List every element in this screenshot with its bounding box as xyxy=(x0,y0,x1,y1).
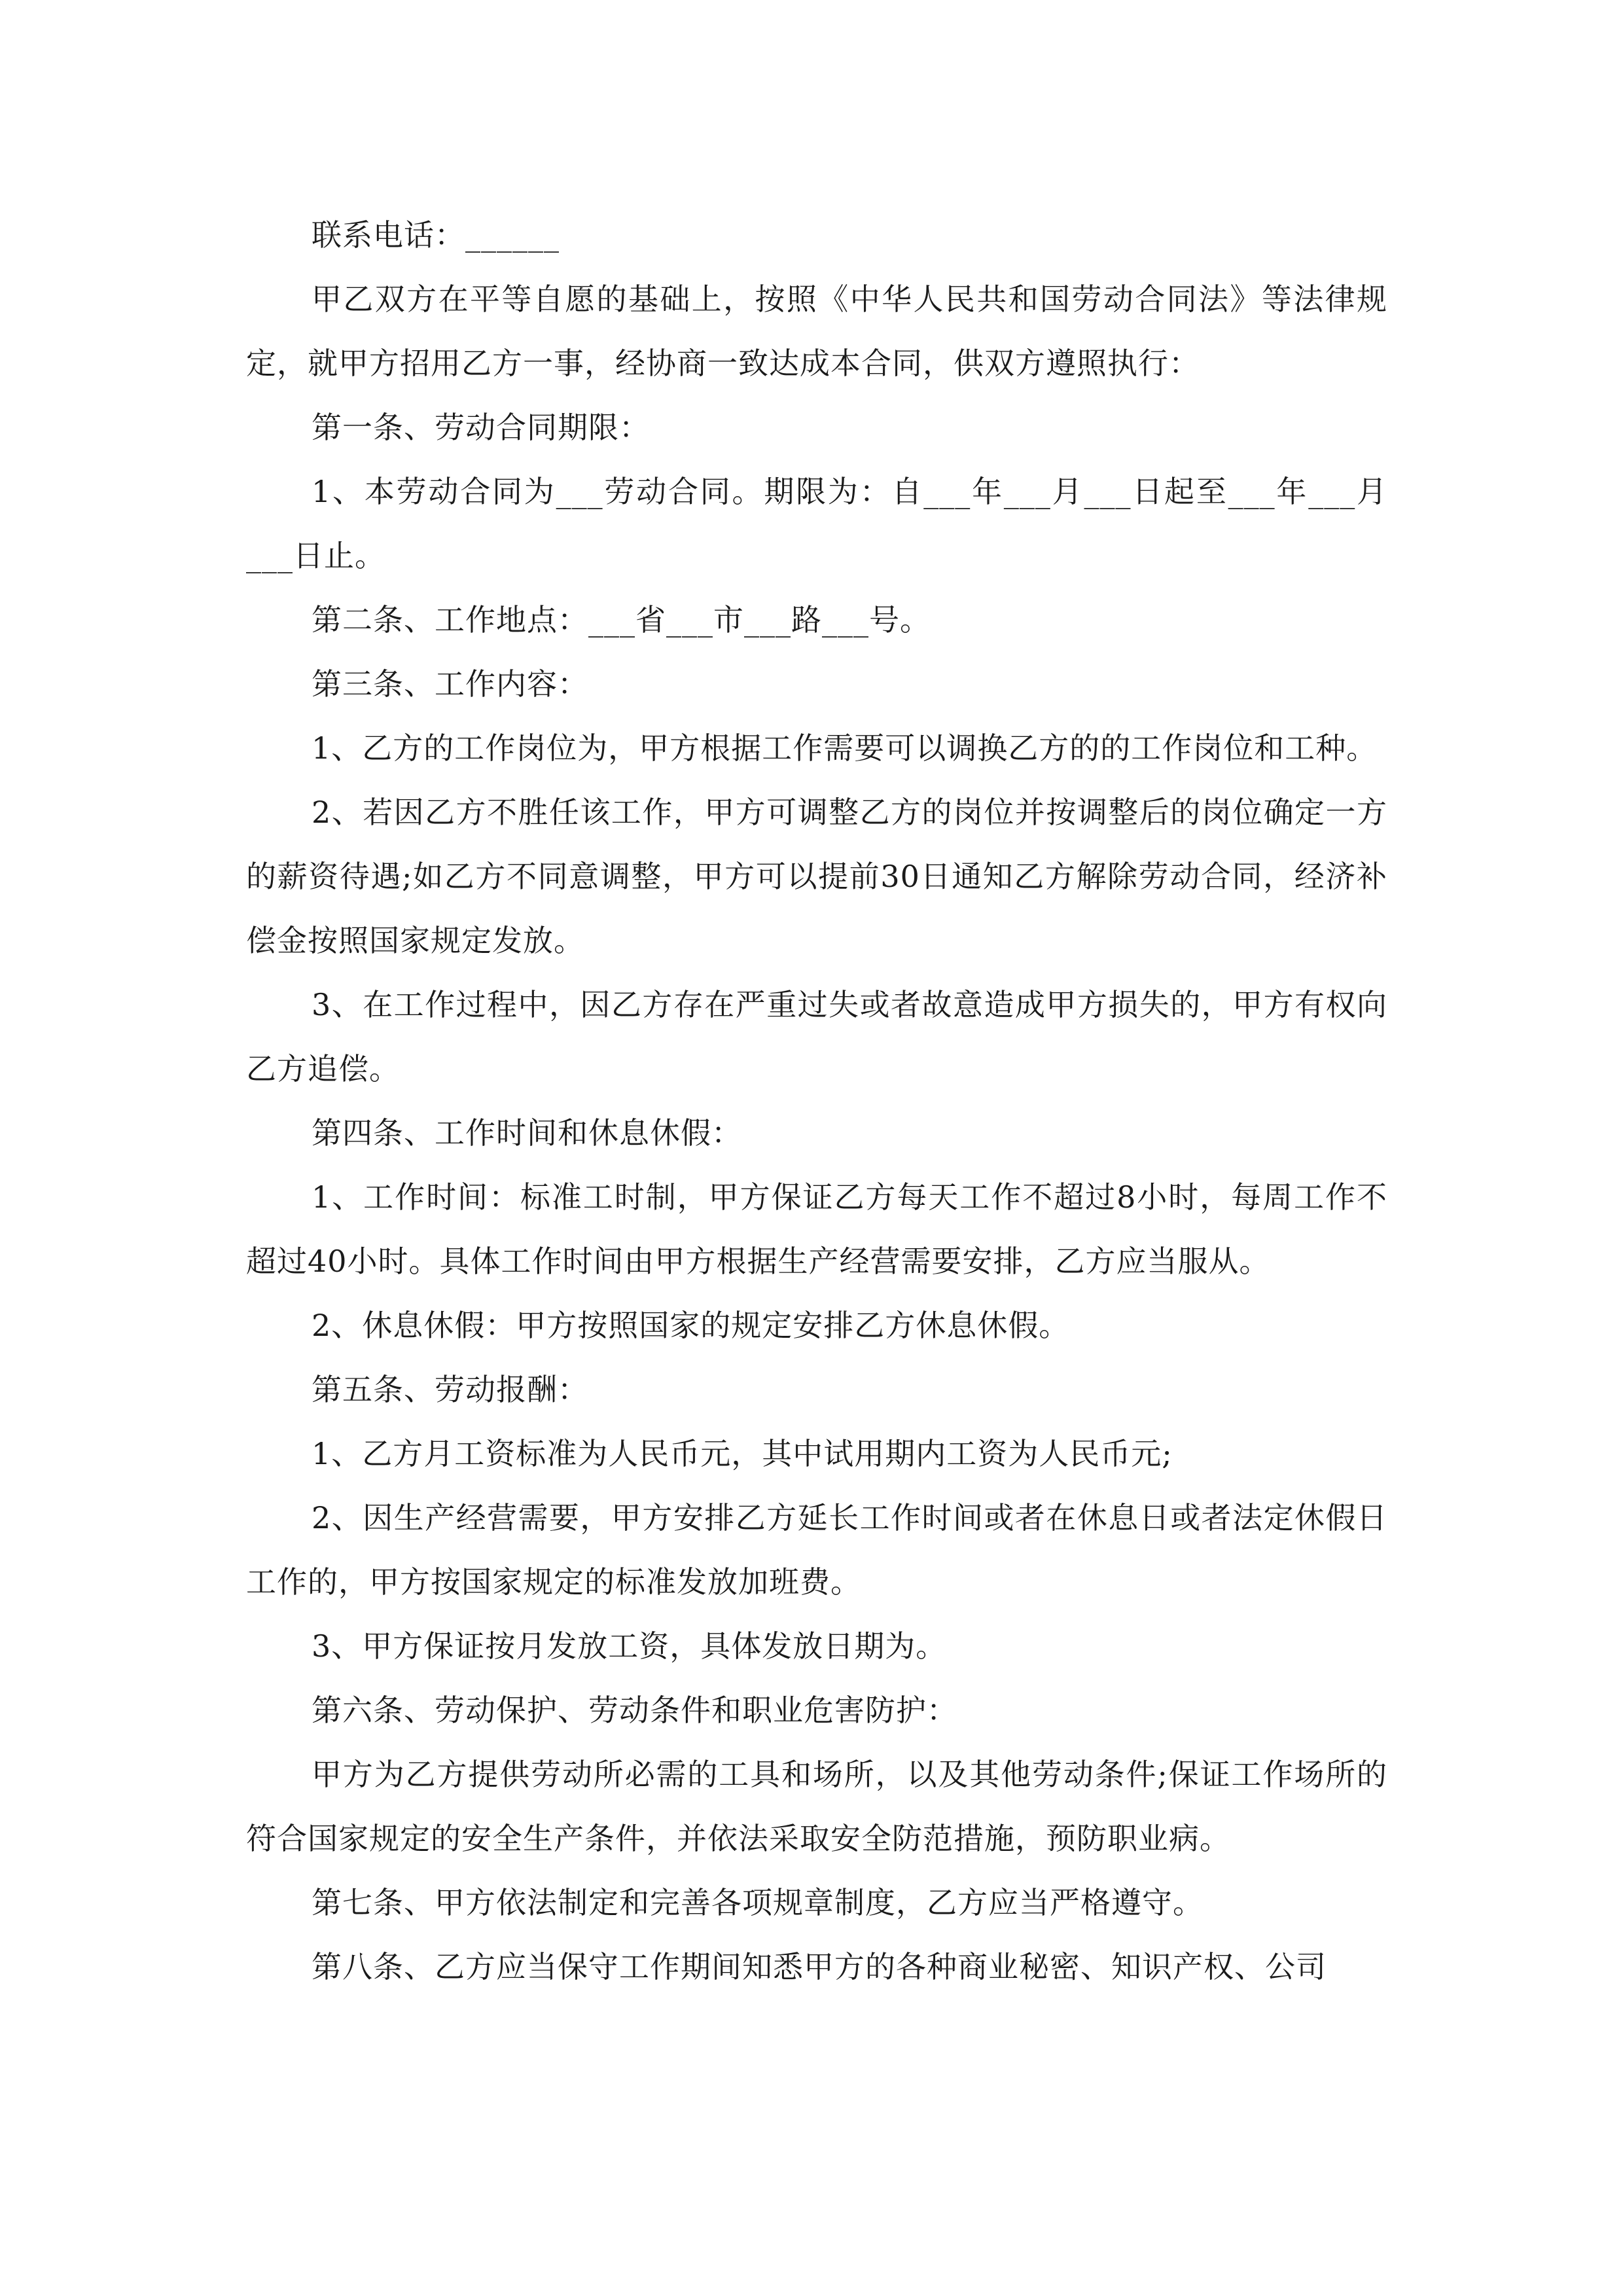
article-5-heading: 第五条、劳动报酬： xyxy=(312,1372,588,1407)
document-body xyxy=(246,203,1387,1999)
article-4-heading: 第四条、工作时间和休息休假： xyxy=(312,1115,742,1151)
article-5-clause-1: 1、乙方月工资标准为人民币元，其中试用期内工资为人民币元; xyxy=(312,1436,1173,1471)
contact-phone-line: 联系电话：______ xyxy=(312,217,560,253)
article-3-clause-2: 2、若因乙方不胜任该工作，甲方可调整乙方的岗位并按调整后的岗位确定一方的薪资待遇;如乙方不同意调整，甲方可以提前30日通知乙方解除劳动合同，经济补偿金按照国家规定发放。 xyxy=(246,795,1387,958)
article-6-heading: 第六条、劳动保护、劳动条件和职业危害防护： xyxy=(312,1693,957,1728)
article-2-heading: 第二条、工作地点：___省___市___路___号。 xyxy=(312,602,931,637)
article-4-clause-1: 1、工作时间：标准工时制，甲方保证乙方每天工作不超过8小时，每周工作不超过40小时。具体工作时间由甲方根据生产经营需要安排，乙方应当服从。 xyxy=(246,1179,1387,1279)
article-5-clause-3: 3、甲方保证按月发放工资，具体发放日期为。 xyxy=(312,1628,947,1664)
article-3-clause-1: 1、乙方的工作岗位为，甲方根据工作需要可以调换乙方的的工作岗位和工种。 xyxy=(312,730,1378,766)
article-3-clause-3: 3、在工作过程中，因乙方存在严重过失或者故意造成甲方损失的，甲方有权向乙方追偿。 xyxy=(246,987,1387,1086)
article-6-body: 甲方为乙方提供劳动所必需的工具和场所，以及其他劳动条件;保证工作场所的符合国家规定的安全生产条件，并依法采取安全防范措施，预防职业病。 xyxy=(246,1757,1387,1856)
preamble-paragraph: 甲乙双方在平等自愿的基础上，按照《中华人民共和国劳动合同法》等法律规定，就甲方招用乙方一事，经协商一致达成本合同，供双方遵照执行： xyxy=(246,281,1387,381)
article-8-paragraph: 第八条、乙方应当保守工作期间知悉甲方的各种商业秘密、知识产权、公司 xyxy=(312,1949,1327,1984)
article-7-paragraph: 第七条、甲方依法制定和完善各项规章制度，乙方应当严格遵守。 xyxy=(312,1885,1204,1920)
article-4-clause-2: 2、休息休假：甲方按照国家的规定安排乙方休息休假。 xyxy=(312,1308,1070,1343)
article-1-clause-1: 1、本劳动合同为___劳动合同。期限为：自___年___月___日起至___年___月___日止。 xyxy=(246,474,1387,573)
article-5-clause-2: 2、因生产经营需要，甲方安排乙方延长工作时间或者在休息日或者法定休假日工作的，甲方按国家规定的标准发放加班费。 xyxy=(246,1500,1387,1600)
article-1-heading: 第一条、劳动合同期限： xyxy=(312,410,650,445)
article-3-heading: 第三条、工作内容： xyxy=(312,666,588,702)
